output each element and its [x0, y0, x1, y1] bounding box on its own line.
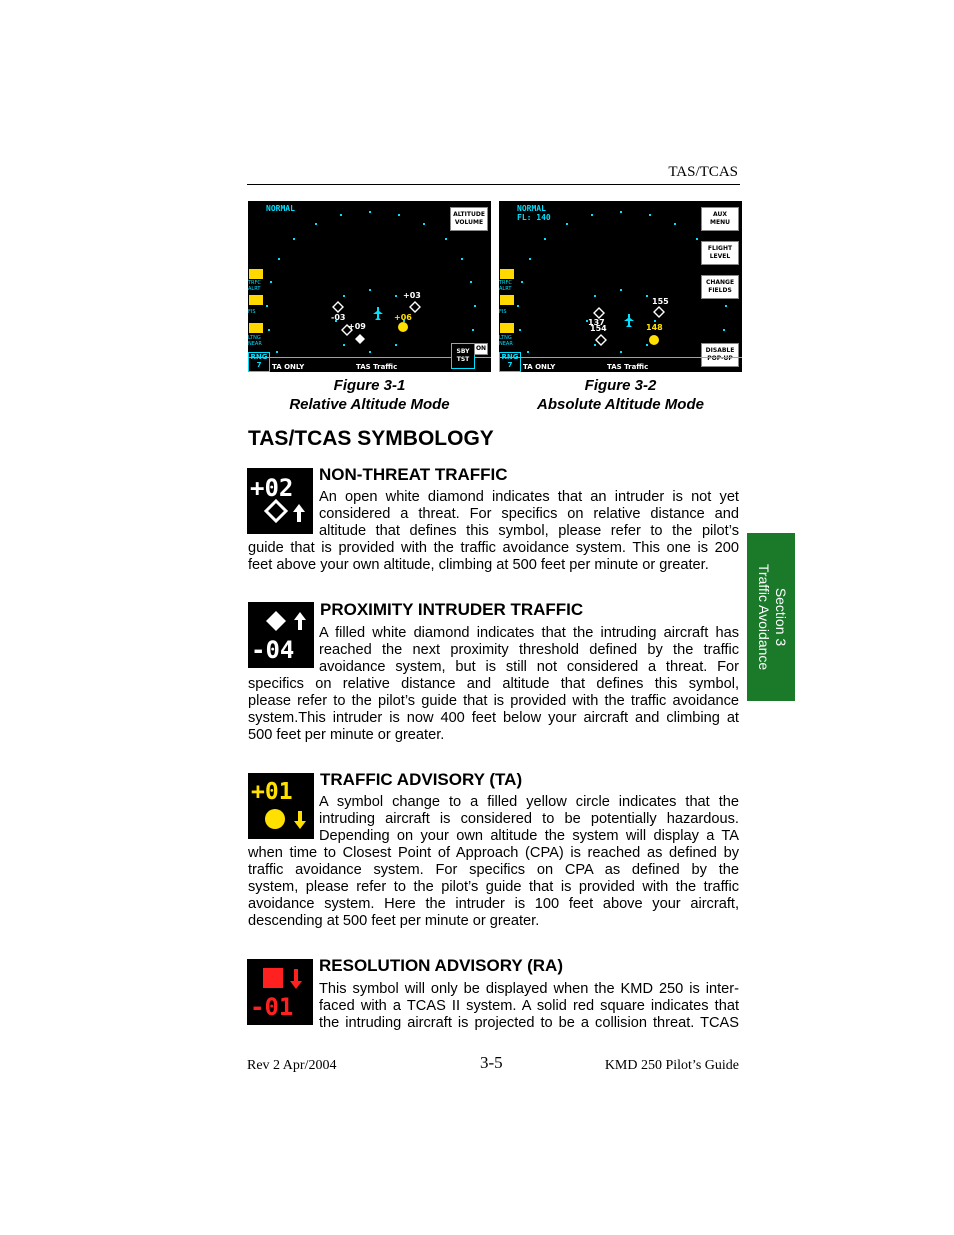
ra-heading: RESOLUTION ADVISORY (RA)	[319, 956, 563, 975]
target-label: -03	[331, 313, 346, 322]
side-tab-section: Section 3	[773, 587, 789, 647]
target-label: +09	[348, 322, 366, 331]
text-line: descending at 500 feet per minute or greater.	[248, 913, 540, 929]
target-label: 154	[590, 324, 607, 333]
text-line: the intruding aircraft is projected to be a collision threat. TCAS	[319, 1015, 739, 1031]
caption-number: Figure 3-2	[584, 377, 657, 394]
figure-2-screen	[499, 201, 742, 372]
symbol-label: +02	[250, 474, 294, 502]
section-title: TAS/TCAS SYMBOLOGY	[248, 427, 494, 450]
text-line: This symbol will only be displayed when the KMD 250 is inter-	[319, 981, 739, 997]
traffic-alert-icon	[249, 269, 263, 279]
ra-paragraph	[248, 981, 739, 1032]
aux-menu-softkey[interactable]: AUX MENU	[701, 207, 739, 231]
figure-1-screen	[248, 201, 491, 372]
text-line: system.This intruder is now 400 feet below your aircraft and climbing at	[248, 710, 739, 726]
target-label: 137	[588, 318, 605, 327]
text-line: reached the next proximity threshold defined by the traffic	[319, 642, 739, 658]
side-tab-title: Traffic Avoidance	[756, 563, 772, 671]
side-label: TRFC ALRT	[248, 280, 261, 292]
ta-paragraph	[248, 794, 739, 930]
tas-traffic-label: TAS Traffic	[607, 363, 649, 371]
fis-icon	[249, 295, 263, 305]
text-line: faced with a TCAS II system. A solid red square indicates that	[319, 998, 739, 1014]
tas-traffic-label: TAS Traffic	[356, 363, 398, 371]
text-line: avoidance system. Here the intruder is 100 feet above your aircraft,	[248, 896, 739, 912]
flight-level-softkey[interactable]: FLIGHT LEVEL	[701, 241, 739, 265]
range-label: RNG 7	[499, 352, 521, 372]
text-line: A filled white diamond indicates that the intruding aircraft has	[319, 625, 739, 641]
text-line: system, please refer to the pilot’s guide that is provided with the traffic	[248, 879, 739, 895]
figure-2-caption	[499, 376, 742, 414]
text-line: when time to Closest Point of Approach (CPA) is reached as defined by	[248, 845, 739, 861]
text-line: A symbol change to a filled yellow circle indicates that the	[319, 794, 739, 810]
footer-revision: Rev 2 Apr/2004	[247, 1058, 337, 1073]
side-label: FIS	[248, 309, 256, 315]
mode-label: NORMAL FL: 140	[517, 204, 551, 222]
text-line: avoidance system, but is still not considered a threat. For	[319, 659, 739, 675]
range-label: RNG 7	[248, 352, 270, 372]
text-line: specifics on relative distance and altitude that defines this symbol,	[248, 676, 739, 692]
ta-only-label: TA ONLY	[272, 363, 305, 371]
ta-heading: TRAFFIC ADVISORY (TA)	[320, 770, 523, 789]
symbol-label: +01	[251, 779, 293, 805]
ta-only-label: TA ONLY	[523, 363, 556, 371]
traffic-alert-icon	[500, 269, 514, 279]
symbol-label: -01	[250, 993, 294, 1021]
disable-popup-softkey[interactable]: DISABLE POP-UP	[701, 343, 739, 367]
text-line: An open white diamond indicates that an intruder is not yet	[319, 489, 739, 505]
text-line: intruding aircraft is considered to be potentially hazardous.	[319, 811, 739, 827]
side-label: LTNG NEAR	[499, 335, 513, 347]
text-line: 500 feet per minute or greater.	[248, 727, 445, 743]
lightning-icon	[500, 323, 514, 333]
section-side-tab	[747, 533, 795, 701]
text-line: traffic avoidance system. For specifics on CPA as defined by the	[248, 862, 739, 878]
fis-icon	[500, 295, 514, 305]
non-threat-paragraph	[248, 489, 739, 574]
side-label: LTNG NEAR	[248, 335, 262, 347]
on-label: ON	[474, 343, 488, 355]
header-title: TAS/TCAS	[668, 164, 738, 180]
lightning-icon	[249, 323, 263, 333]
text-line: please refer to the pilot’s guide that is provided with the traffic avoidance	[248, 693, 739, 709]
target-label: 155	[652, 297, 669, 306]
text-line: altitude that defines this symbol, please refer to the pilot’s	[319, 523, 739, 539]
proximity-heading: PROXIMITY INTRUDER TRAFFIC	[320, 600, 584, 619]
altitude-volume-softkey[interactable]: ALTITUDE VOLUME	[450, 207, 488, 231]
mode-label: NORMAL	[266, 204, 295, 213]
target-label: +03	[403, 291, 421, 300]
figure-1-caption	[248, 376, 491, 414]
target-label: 148	[646, 323, 663, 332]
caption-title: Absolute Altitude Mode	[537, 396, 704, 413]
caption-number: Figure 3-1	[333, 377, 406, 394]
text-line: feet above your own altitude, climbing at 500 feet per minute or greater.	[248, 557, 709, 573]
caption-title: Relative Altitude Mode	[289, 396, 450, 413]
text-line: considered a threat. For specifics on relative distance and	[319, 506, 739, 522]
target-label: +06	[394, 313, 412, 322]
side-label: TRFC ALRT	[499, 280, 512, 292]
proximity-paragraph	[248, 625, 739, 744]
side-label: FIS	[499, 309, 507, 315]
footer-guide-title: KMD 250 Pilot’s Guide	[604, 1058, 739, 1073]
text-line: Depending on your own altitude the system will display a TA	[319, 828, 739, 844]
text-line: guide that is provided with the traffic avoidance system. This one is 200	[248, 540, 739, 556]
standby-test-softkey[interactable]: SBY TST	[451, 343, 475, 369]
non-threat-heading: NON-THREAT TRAFFIC	[319, 465, 508, 484]
change-fields-softkey[interactable]: CHANGE FIELDS	[701, 275, 739, 299]
page-number: 3-5	[480, 1053, 503, 1072]
symbol-label: -04	[251, 636, 295, 664]
page-header	[247, 164, 740, 185]
